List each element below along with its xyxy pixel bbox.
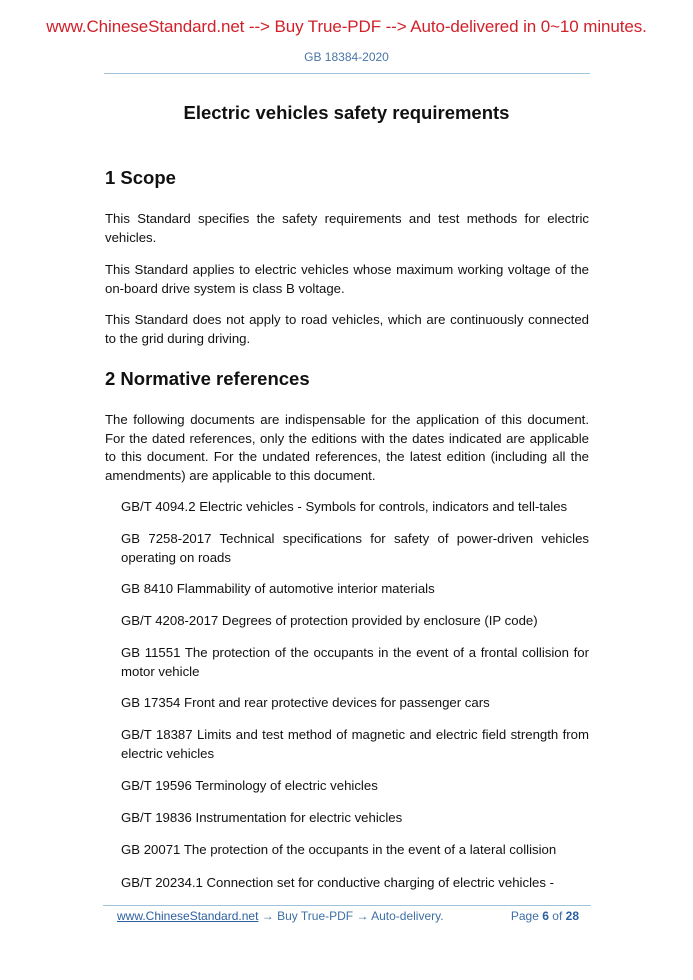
reference-item: GB 17354 Front and rear protective devices for passenger cars xyxy=(121,695,490,710)
reference-item: GB 7258-2017 Technical specifications for safety of power-driven vehicles operating on roads xyxy=(121,531,589,565)
reference-item: GB/T 20234.1 Connection set for conductive charging of electric vehicles - xyxy=(121,875,554,890)
footer-tagline: → Buy True-PDF → Auto-delivery. xyxy=(258,909,444,923)
of-label: of xyxy=(552,909,563,923)
promo-banner: www.ChineseStandard.net --> Buy True-PDF --> Auto-delivered in 0~10 minutes. xyxy=(46,17,647,36)
page-footer xyxy=(117,909,579,923)
section-heading-normative-references: 2 Normative references xyxy=(105,368,310,389)
scope-paragraph-2: This Standard applies to electric vehicles whose maximum working voltage of the on-board drive system is class B voltage. xyxy=(105,262,589,296)
reference-item: GB/T 4094.2 Electric vehicles - Symbols for controls, indicators and tell-tales xyxy=(121,499,568,514)
document-code: GB 18384-2020 xyxy=(304,50,389,64)
scope-paragraph-3: This Standard does not apply to road vehicles, which are continuously connected to the grid during driving. xyxy=(105,312,589,346)
reference-item: GB/T 18387 Limits and test method of magnetic and electric field strength from electric vehicles xyxy=(121,727,589,761)
scope-paragraph-1: This Standard specifies the safety requirements and test methods for electric vehicles. xyxy=(105,211,589,245)
document-title: Electric vehicles safety requirements xyxy=(183,102,510,123)
page-indicator xyxy=(511,909,579,923)
section-heading-scope: 1 Scope xyxy=(105,167,176,188)
reference-item: GB 11551 The protection of the occupants in the event of a frontal collision for motor vehicle xyxy=(121,645,589,679)
reference-item: GB/T 19596 Terminology of electric vehicles xyxy=(121,778,378,793)
current-page-number: 6 xyxy=(542,909,549,923)
footer-website-link[interactable]: www.ChineseStandard.net xyxy=(117,909,259,923)
total-pages-number: 28 xyxy=(565,909,579,923)
reference-item: GB/T 4208-2017 Degrees of protection provided by enclosure (IP code) xyxy=(121,613,538,628)
reference-item: GB/T 19836 Instrumentation for electric vehicles xyxy=(121,810,403,825)
page-label: Page xyxy=(510,909,539,923)
reference-item: GB 8410 Flammability of automotive interior materials xyxy=(121,581,435,596)
header-divider xyxy=(104,73,590,74)
reference-item: GB 20071 The protection of the occupants in the event of a lateral collision xyxy=(121,842,557,857)
footer-divider xyxy=(103,905,591,906)
normative-intro-paragraph: The following documents are indispensable for the application of this document. For the dated references, only the editions with the dates indicated are applicable to this document. For the undated references, the latest edition (including all the amendments) are applicable to this document. xyxy=(105,412,589,483)
